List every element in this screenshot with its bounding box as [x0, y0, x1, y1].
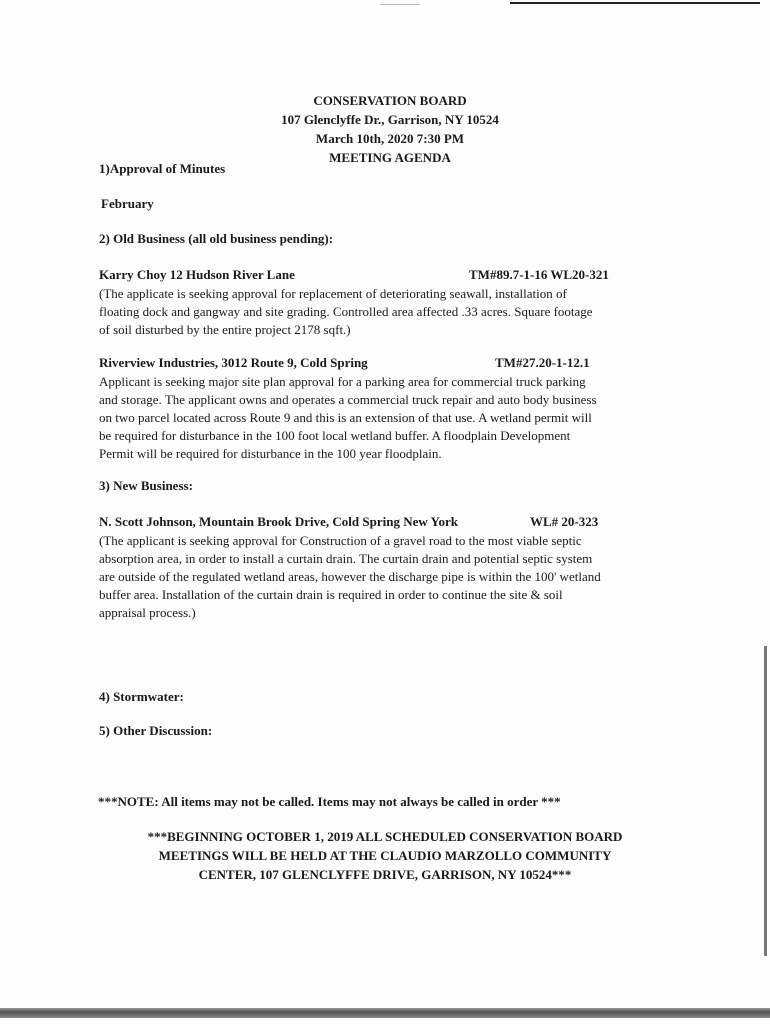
- description-line: absorption area, in order to install a curtain drain. The curtain drain and potential septic system: [99, 551, 593, 566]
- new-business-heading: 3) New Business:: [99, 478, 193, 493]
- description-line: (The applicate is seeking approval for replacement of deteriorating seawall, installation of: [99, 286, 567, 301]
- item-description: [99, 285, 679, 339]
- description-line: Applicant is seeking major site plan approval for a parking area for commercial truck parking: [99, 374, 586, 389]
- board-name: CONSERVATION BOARD: [313, 93, 467, 108]
- board-address: 107 Glenclyffe Dr., Garrison, NY 10524: [281, 112, 499, 127]
- item-name: Riverview Industries, 3012 Route 9, Cold Spring: [99, 355, 368, 370]
- description-line: of soil disturbed by the entire project 2178 sqft.): [99, 322, 351, 337]
- stormwater-heading: 4) Stormwater:: [99, 689, 184, 704]
- item-ref: TM#27.20-1-12.1: [495, 355, 590, 370]
- other-discussion-heading: 5) Other Discussion:: [99, 723, 213, 738]
- description-line: (The applicant is seeking approval for Construction of a gravel road to the most viable septic: [99, 533, 582, 548]
- description-line: on two parcel located across Route 9 and this is an extension of that use. A wetland permit will: [99, 410, 592, 425]
- description-line: Permit will be required for disturbance in the 100 year floodplain.: [99, 446, 442, 461]
- note: ***NOTE: All items may not be called. Items may not always be called in order ***: [98, 794, 561, 809]
- old-business-heading: 2) Old Business (all old business pending):: [99, 231, 334, 246]
- item-name: N. Scott Johnson, Mountain Brook Drive, Cold Spring New York: [99, 514, 458, 529]
- description-line: be required for disturbance in the 100 foot local wetland buffer. A floodplain Development: [99, 428, 571, 443]
- item-description: [99, 532, 679, 622]
- approval-month: February: [101, 196, 154, 211]
- meeting-datetime: March 10th, 2020 7:30 PM: [315, 131, 465, 146]
- old-business-item: [99, 355, 679, 463]
- item-description: [99, 373, 679, 463]
- scan-artifact-bottom-bar: [0, 1008, 770, 1018]
- document-header: [0, 91, 770, 167]
- item-name: Karry Choy 12 Hudson River Lane: [99, 267, 295, 282]
- announcement: [0, 827, 770, 884]
- document-title: MEETING AGENDA: [329, 150, 451, 165]
- description-line: and storage. The applicant owns and operates a commercial truck repair and auto body business: [99, 392, 597, 407]
- description-line: are outside of the regulated wetland areas, however the discharge pipe is within the 100' wetland: [99, 569, 601, 584]
- item-ref: WL# 20-323: [530, 514, 599, 529]
- description-line: buffer area. Installation of the curtain drain is required in order to continue the site & soil: [99, 587, 563, 602]
- old-business-item: [99, 267, 679, 339]
- new-business-item: [99, 514, 679, 622]
- announcement-line: MEETINGS WILL BE HELD AT THE CLAUDIO MARZOLLO COMMUNITY: [158, 848, 612, 863]
- scan-artifact-right-line: [764, 646, 767, 956]
- announcement-line: ***BEGINNING OCTOBER 1, 2019 ALL SCHEDULED CONSERVATION BOARD: [147, 829, 623, 844]
- scan-artifact-top-faint: [380, 4, 420, 5]
- scan-artifact-top-line: [510, 2, 760, 4]
- description-line: appraisal process.): [99, 605, 196, 620]
- approval-heading: 1)Approval of Minutes: [99, 161, 226, 176]
- item-ref: TM#89.7-1-16 WL20-321: [469, 267, 609, 282]
- description-line: floating dock and gangway and site grading. Controlled area affected .33 acres. Square footage: [99, 304, 593, 319]
- announcement-line: CENTER, 107 GLENCLYFFE DRIVE, GARRISON, NY 10524***: [198, 867, 572, 882]
